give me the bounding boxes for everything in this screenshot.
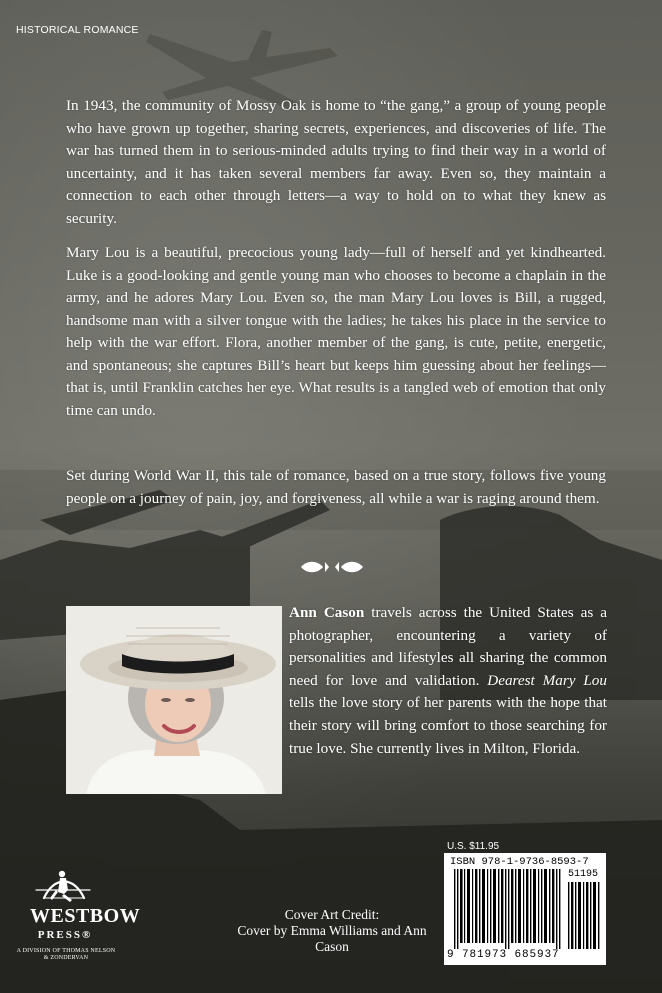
addon-barcode-bars [568,882,602,949]
author-bio-part-2: tells the love story of her parents with the hope that their story will bring comfort to those searching for true love. She currently lives in Milton, Florida. [289,694,607,757]
book-title: Dearest Mary Lou [487,671,607,689]
publisher-division-line-2: & ZONDERVAN [43,955,89,961]
isbn-label: ISBN 978-1-9736-8593-7 [450,856,589,868]
price-label: U.S. $11.95 [447,841,500,852]
publisher-sub: PRESS® [37,929,93,941]
blurb-paragraph-2: Mary Lou is a beautiful, precocious young lady—full of herself and yet kindhearted. Luke is a good-looking and gentle young man who chooses to become a chaplain in the army, and he adores Mary Lou. Even so, the man Mary Lou loves is Bill, a rugged, handsome man with a silver tongue with the ladies; he takes his place in the service to help with the war effort. Flora, another member of the gang, is cute, petite, energetic, and spontaneous; she captures Bill’s heart but keeps him guessing about her feelings—that is, until Franklin catches her eye. What results is a tangled web of emotion that only time can undo. [66,244,606,419]
ean-digits: 9 781973 685937 [447,949,560,961]
blurb-paragraph-3: Set during World War II, this tale of romance, based on a true story, follows five young people on a journey of pain, joy, and forgiveness, all while a war is raging around them. [66,467,606,507]
author-name: Ann Cason [289,604,365,621]
genre-label: HISTORICAL ROMANCE [16,24,139,36]
publisher-name: WESTBOW [30,905,141,927]
author-bio [289,602,607,760]
ornament-divider-icon [299,556,365,578]
publisher-division [2,948,130,962]
author-bio-part-1: travels across the United States as a photographer, encountering a variety of personalities and lifestyles all sharing the common need for love and validation. [289,604,607,689]
credit-heading: Cover Art Credit: [284,907,380,922]
credit-text: Cover by Emma Williams and Ann Cason [237,923,427,954]
ean-barcode-bars [454,869,564,949]
blurb-paragraph-1: In 1943, the community of Mossy Oak is home to “the gang,” a group of young people who have grown up together, sharing secrets, experiences, and discoveries of life. The war has turned them in to serious-minded adults trying to find their way in a world of uncertainty, and it has taken several members far away. Even so, they maintain a connection to each other through letters—a way to hold on to what they knew as security. [66,97,606,227]
publisher-division-line-1: A DIVISION OF THOMAS NELSON [16,948,116,954]
barcode [444,853,606,965]
cover-art-credit [222,907,442,955]
price-code-label: 51195 [568,869,599,880]
author-photo [66,606,282,794]
